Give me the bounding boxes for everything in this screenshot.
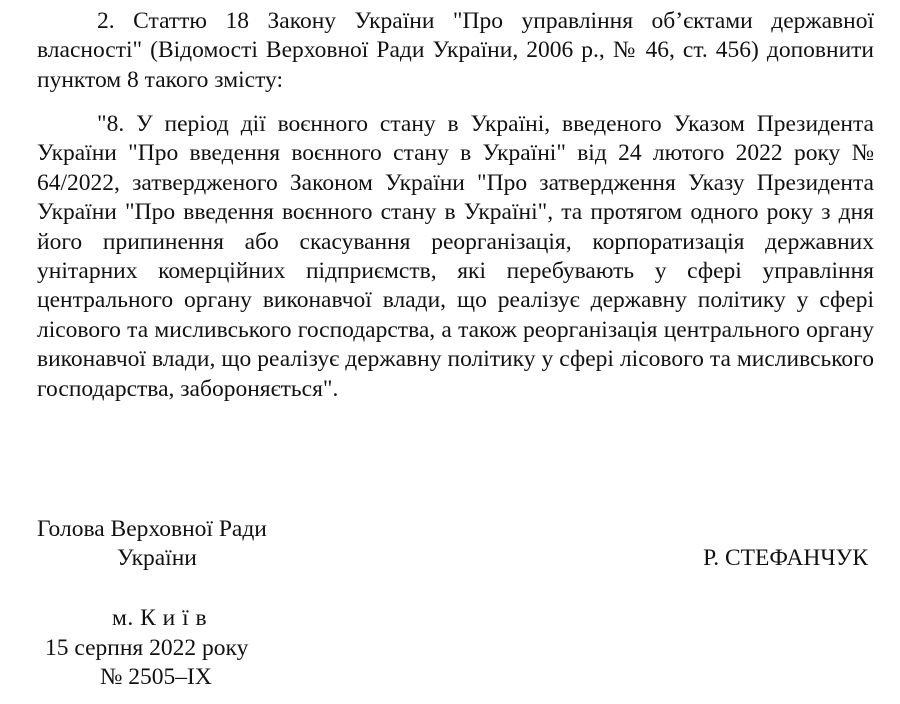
document-footer (37, 604, 267, 693)
paragraph-point-8: "8. У період дії воєнного стану в Україні, введеного Указом Президента України "Про введення воєнного стану в Україні" від 24 лютого 2022 року № 64/2022, затвердженого Законом України "Про затвердження Указу Президента України "Про введення воєнного стану в Україні", та протягом одного року з дня його припинення або скасування реорганізація, корпоратизація державних унітарних комерційних підприємств, які перебувають у сфері управління центрального органу виконавчої влади, що реалізує державну політику у сфері лісового та мисливського господарства, а також реорганізація центрального органу виконавчої влади, що реалізує державну політику у сфері лісового та мисливського господарства, забороняється". (37, 111, 874, 402)
signatory-title-line1: Голова Верховної Ради (37, 516, 267, 542)
law-number: № 2505–IX (100, 664, 212, 690)
signatory-title-line2: України (117, 545, 197, 571)
city: м. К и ї в (112, 605, 208, 631)
date: 15 серпня 2022 року (45, 634, 249, 661)
signatory-name: Р. СТЕФАНЧУК (703, 545, 868, 571)
paragraph-article-18: 2. Статтю 18 Закону України "Про управління об’єктами державної власності" (Відомості Верховної Ради України, 2006 р., № 46, ст. 456) доповнити пунктом 8 такого змісту: (37, 8, 874, 93)
signatory-title (37, 515, 267, 573)
